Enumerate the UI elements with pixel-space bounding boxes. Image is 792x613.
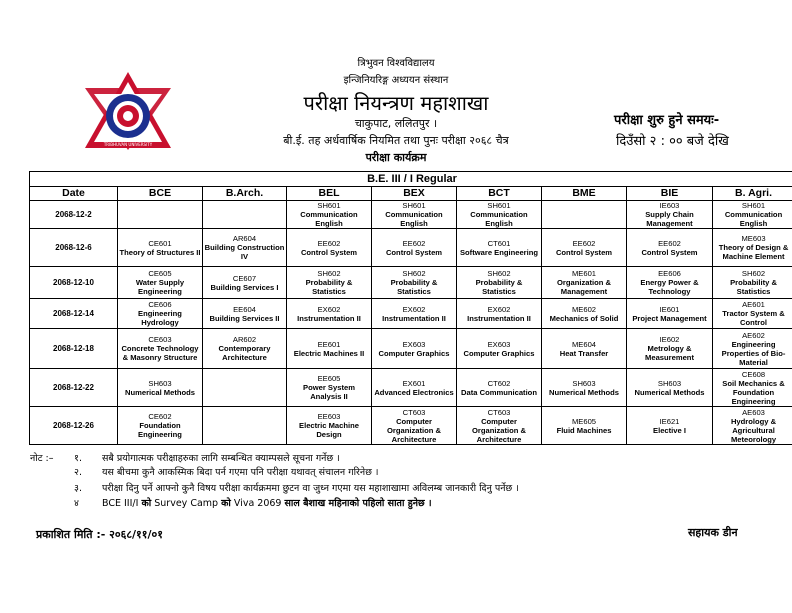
subject-name: Communication English [470, 210, 528, 228]
subject-cell [118, 201, 203, 229]
subject-code: AR604 [232, 234, 257, 243]
subject-name: Communication English [300, 210, 358, 228]
subject-code: ME602 [571, 304, 597, 314]
subject-code: SH603 [572, 378, 596, 388]
logo-text: TRIBHUVAN UNIVERSITY [103, 142, 153, 147]
note-text: परीक्षा दिनु पर्ने आफ्नो कुनै विषय परीक्षा कार्यक्रममा छुटन वा जुध्न गएमा यस महाशाखामा अविलम्ब जानकारी दिनु पर्नेछ । [102, 483, 519, 494]
subject-name: Instrumentation II [467, 313, 531, 323]
table-row [30, 299, 792, 329]
subject-cell [542, 407, 627, 445]
subject-name: Energy Power & Technology [640, 278, 699, 296]
note-1 [30, 451, 340, 464]
subject-cell [542, 369, 627, 407]
subject-cell [372, 329, 457, 369]
subject-name: Numerical Methods [634, 387, 705, 397]
column-header: BEL [287, 187, 372, 201]
subject-cell [457, 369, 542, 407]
subject-name: Probability & Statistics [305, 278, 353, 296]
note4-part: Viva 2069 [233, 498, 282, 509]
subject-name: Probability & Statistics [390, 278, 438, 296]
subject-cell [542, 299, 627, 329]
subject-cell [203, 267, 287, 299]
subject-code: CE603 [148, 335, 172, 344]
subject-cell [542, 229, 627, 267]
subject-name: Numerical Methods [124, 387, 196, 397]
subject-code: SH601 [402, 201, 426, 210]
subject-code: SH601 [487, 201, 511, 210]
subject-name: Electric Machine Design [299, 421, 359, 439]
note-3 [30, 481, 519, 494]
subject-code: EE602 [317, 238, 341, 248]
table-row [30, 267, 792, 299]
subject-cell [287, 201, 372, 229]
subject-code: EX602 [487, 304, 511, 314]
location: चाकुपाट, ललितपुर । [354, 117, 438, 130]
subject-code: ME603 [741, 234, 766, 243]
subject-cell [203, 201, 287, 229]
subject-code: EX602 [402, 304, 426, 314]
subject-cell [203, 229, 287, 267]
note-number: ४ [74, 498, 79, 509]
date-cell: 2068-12-22 [30, 369, 118, 407]
subject-cell [287, 229, 372, 267]
subject-cell [713, 407, 792, 445]
subject-name: Control System [385, 247, 443, 257]
subject-cell [457, 329, 542, 369]
subject-name: Power System Analysis II [303, 383, 355, 401]
subject-cell [287, 267, 372, 299]
note-2 [30, 465, 378, 478]
subject-code: SH601 [317, 201, 341, 210]
table-row [30, 201, 792, 229]
subject-name: Water Supply Engineering [135, 278, 185, 296]
subject-code: CE605 [148, 269, 172, 278]
subject-code: AE603 [742, 407, 765, 417]
subject-code: IE621 [659, 416, 680, 426]
subject-code: SH603 [657, 378, 682, 388]
subject-code: CE601 [148, 238, 172, 248]
subject-cell [542, 329, 627, 369]
subject-cell [627, 201, 713, 229]
subject-name: Communication English [724, 210, 783, 228]
subject-code: EE605 [317, 374, 341, 383]
subject-cell [203, 369, 287, 407]
subject-cell [457, 229, 542, 267]
note4-part: Survey Camp [154, 498, 219, 509]
subject-code: AE602 [742, 330, 765, 340]
subject-name: Control System [641, 247, 698, 257]
subject-cell [118, 407, 203, 445]
subject-cell [287, 369, 372, 407]
subject-name: Software Engineering [459, 247, 539, 257]
subject-name: Foundation Engineering [138, 421, 182, 439]
subject-name: Elective I [653, 425, 686, 435]
date-cell: 2068-12-26 [30, 407, 118, 445]
subject-cell [713, 299, 792, 329]
subject-code: CT603 [402, 407, 426, 417]
subject-name: Building Construction IV [204, 243, 285, 261]
published-date: प्रकाशित मिति :- २०६८/११/०१ [36, 528, 163, 541]
subject-cell [457, 201, 542, 229]
subject-code: EX603 [487, 339, 511, 349]
subject-cell [372, 369, 457, 407]
subject-cell [203, 329, 287, 369]
date-cell: 2068-12-10 [30, 267, 118, 299]
program-heading: परीक्षा कार्यक्रम [365, 151, 427, 164]
subject-cell [372, 267, 457, 299]
subject-name: Electric Machines II [293, 348, 365, 358]
page-title: परीक्षा नियन्त्रण महाशाखा [303, 91, 489, 115]
subject-code: IE601 [659, 304, 680, 314]
subject-cell [713, 329, 792, 369]
subject-name: Control System [300, 247, 358, 257]
subject-code: SH602 [487, 269, 511, 278]
subject-cell [542, 267, 627, 299]
subject-cell [713, 267, 792, 299]
subject-name: Advanced Electronics [374, 387, 454, 397]
date-cell: 2068-12-2 [30, 201, 118, 229]
notes-label: नोट :– [30, 453, 54, 464]
subject-code: EE603 [317, 412, 341, 421]
subject-code: IE603 [659, 201, 680, 210]
subject-code: AE601 [742, 300, 765, 309]
subject-name: Tractor System & Control [722, 309, 785, 327]
column-header: B. Agri. [713, 187, 792, 201]
subject-cell [713, 229, 792, 267]
column-header: B.Arch. [203, 187, 287, 201]
subject-name: Instrumentation II [382, 313, 446, 323]
subject-code: CE607 [232, 273, 257, 283]
subject-code: EE602 [402, 238, 426, 248]
subject-name: Organization & Management [556, 278, 611, 296]
subject-cell [457, 267, 542, 299]
note-text: सबै प्रयोगात्मक परीक्षाहरुका लागि सम्बन्धित क्याम्पसले सूचना गर्नेछ । [102, 453, 340, 464]
date-cell: 2068-12-14 [30, 299, 118, 329]
subject-cell [372, 299, 457, 329]
subject-cell [627, 267, 713, 299]
column-header: BIE [627, 187, 713, 201]
subject-cell [118, 229, 203, 267]
subject-cell [372, 229, 457, 267]
subject-cell [713, 369, 792, 407]
note-number: २. [74, 467, 82, 478]
subject-code: EX601 [402, 378, 426, 388]
subject-name: Hydrology & Agricultural Meteorology [730, 416, 777, 444]
subject-code: EE602 [572, 238, 596, 248]
subject-code: EX603 [402, 339, 426, 349]
institute-name: इन्जिनियरिङ्ग अध्ययन संस्थान [343, 75, 449, 86]
column-header: BCT [457, 187, 542, 201]
exam-subtitle: बी.ई. तह अर्धवार्षिक नियमित तथा पुनः परीक्षा २०६८ चैत्र [283, 134, 509, 147]
subject-cell [287, 407, 372, 445]
subject-code: EE606 [658, 269, 681, 278]
table-row [30, 329, 792, 369]
subject-cell [118, 369, 203, 407]
table-row [30, 229, 792, 267]
column-header: Date [30, 187, 118, 201]
subject-cell [627, 369, 713, 407]
subject-name: Concrete Technology & Masonry Structure [121, 344, 199, 362]
subject-name: Data Communication [461, 387, 537, 397]
subject-code: SH602 [402, 269, 426, 278]
subject-code: CE608 [741, 369, 766, 379]
note4-part: BCE III/I [102, 498, 139, 509]
subject-name: Engineering Properties of Bio-Material [721, 339, 786, 367]
subject-name: Fluid Machines [556, 425, 612, 435]
subject-name: Soil Mechanics & Foundation Engineering [722, 378, 785, 406]
subject-name: Numerical Methods [548, 387, 620, 397]
subject-code: CE606 [148, 300, 172, 309]
subject-code: CT603 [487, 407, 511, 417]
subject-name: Instrumentation II [297, 313, 361, 323]
subject-name: Theory of Structures II [119, 247, 201, 257]
subject-cell [203, 299, 287, 329]
subject-cell [372, 407, 457, 445]
note-text: यस बीचमा कुनै आकस्मिक बिदा पर्न गएमा पनि परीक्षा यथावत् संचालन गरिनेछ । [102, 467, 379, 478]
subject-code: SH601 [741, 201, 766, 210]
table-row [30, 407, 792, 445]
subject-code: CE602 [148, 412, 172, 421]
start-time-label: परीक्षा शुरु हुने समयः- [614, 113, 720, 128]
subject-cell [287, 329, 372, 369]
column-header: BCE [118, 187, 203, 201]
note-4 [30, 496, 432, 509]
subject-name: Theory of Design & Machine Element [718, 243, 789, 261]
subject-name: Project Management [632, 313, 707, 323]
subject-cell [627, 229, 713, 267]
subject-cell [457, 407, 542, 445]
note4-part: को [141, 498, 152, 509]
subject-name: Engineering Hydrology [138, 309, 182, 327]
subject-cell [287, 299, 372, 329]
subject-cell [627, 407, 713, 445]
subject-code: SH602 [741, 269, 766, 278]
subject-name: Metrology & Measurement [645, 344, 694, 362]
university-name: त्रिभुवन विश्वविद्यालय [357, 58, 435, 69]
subject-cell [118, 329, 203, 369]
subject-cell [457, 299, 542, 329]
subject-cell [118, 267, 203, 299]
subject-code: AR602 [232, 335, 257, 344]
subject-name: Communication English [385, 210, 443, 228]
subject-name: Computer Organization & Architecture [386, 416, 441, 444]
subject-cell [203, 407, 287, 445]
subject-cell [542, 201, 627, 229]
column-header: BME [542, 187, 627, 201]
subject-code: IE602 [659, 335, 680, 344]
subject-code: ME601 [571, 269, 597, 278]
note-number: ३. [74, 483, 82, 494]
subject-code: SH602 [317, 269, 341, 278]
subject-cell [713, 201, 792, 229]
subject-cell [627, 329, 713, 369]
subject-name: Building Services I [210, 282, 279, 292]
subject-name: Computer Graphics [378, 348, 450, 358]
note4-part: साल बैशाख महिनाको पहिलो साता हुनेछ । [284, 498, 432, 509]
date-cell: 2068-12-18 [30, 329, 118, 369]
subject-cell [372, 201, 457, 229]
subject-cell [627, 299, 713, 329]
subject-name: Mechanics of Solid [549, 313, 619, 323]
subject-name: Building Services II [209, 313, 280, 323]
exam-schedule-table [29, 171, 792, 445]
column-header: BEX [372, 187, 457, 201]
subject-code: EE604 [233, 304, 256, 314]
subject-name: Computer Organization & Architecture [471, 416, 526, 444]
table-caption: B.E. III / I Regular [30, 172, 792, 187]
subject-code: ME604 [571, 339, 597, 349]
subject-code: SH603 [148, 378, 172, 388]
subject-name: Probability & Statistics [730, 278, 777, 296]
subject-code: EX602 [317, 304, 341, 314]
subject-cell [118, 299, 203, 329]
assistant-dean-signature: सहायक डीन [688, 526, 738, 539]
subject-name: Heat Transfer [559, 348, 609, 358]
start-time-value: दिउँसो २ : ०० बजे देखि [616, 134, 729, 149]
subject-code: EE601 [317, 339, 341, 349]
subject-name: Computer Graphics [463, 348, 535, 358]
subject-name: Contemporary Architecture [218, 344, 271, 362]
subject-name: Probability & Statistics [475, 278, 523, 296]
note4-part: को [221, 498, 231, 509]
subject-name: Control System [555, 247, 613, 257]
table-row [30, 369, 792, 407]
subject-code: EE602 [658, 238, 681, 248]
subject-code: ME605 [571, 416, 597, 426]
note-number: १. [74, 453, 82, 464]
subject-code: CT601 [487, 238, 511, 248]
column-header-row [30, 187, 792, 201]
subject-name: Supply Chain Management [645, 210, 694, 228]
date-cell: 2068-12-6 [30, 229, 118, 267]
subject-code: CT602 [487, 378, 511, 388]
